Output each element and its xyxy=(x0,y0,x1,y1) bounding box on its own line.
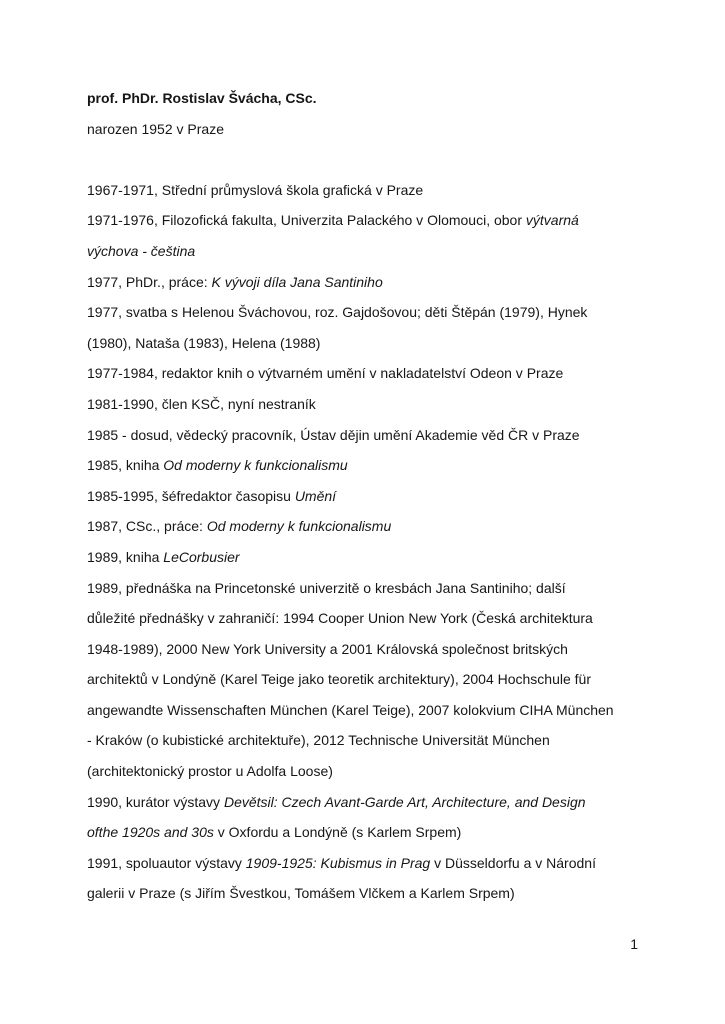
text-run: 1985-1995, šéfredaktor časopisu xyxy=(87,487,295,504)
text-line xyxy=(87,725,638,756)
text-run: 1989, přednáška na Princetonské univerzitě o kresbách Jana Santiniho; další xyxy=(87,579,566,596)
text-run: prof. PhDr. Rostislav Švácha, CSc. xyxy=(87,90,317,106)
text-run: výtvarná xyxy=(525,212,579,229)
text-run: Umění xyxy=(294,487,337,504)
text-line xyxy=(87,175,638,206)
text-line xyxy=(87,756,638,787)
text-line xyxy=(87,450,638,481)
text-run: (architektonický prostor u Adolfa Loose) xyxy=(87,763,333,780)
text-run: 1981-1990, člen KSČ, nyní nestraník xyxy=(87,395,316,412)
text-run: 1990, kurátor výstavy xyxy=(87,793,224,810)
text-run: architektů v Londýně (Karel Teige jako teoretik architektury), 2004 Hochschule für xyxy=(87,671,592,688)
text-line xyxy=(87,817,638,848)
text-run: K vývoji díla Jana Santiniho xyxy=(211,273,383,290)
text-line xyxy=(87,358,638,389)
blank-line xyxy=(87,144,638,175)
text-run: - Kraków (o kubistické architektuře), 2012 Technische Universität München xyxy=(87,732,550,749)
text-line xyxy=(87,634,638,665)
document-text-body xyxy=(87,83,638,909)
text-line xyxy=(87,83,638,114)
text-run: 1971-1976, Filozofická fakulta, Univerzita Palackého v Olomouci, obor xyxy=(87,212,526,229)
text-run: 1977-1984, redaktor knih o výtvarném umění v nakladatelství Odeon v Praze xyxy=(87,365,564,382)
text-run: LeCorbusier xyxy=(163,548,240,565)
text-line xyxy=(87,267,638,298)
text-run: galerii v Praze (s Jiřím Švestkou, Tomášem Vlčkem a Karlem Srpem) xyxy=(87,885,515,902)
text-line xyxy=(87,878,638,909)
text-line xyxy=(87,603,638,634)
text-line xyxy=(87,328,638,359)
text-run: 1977, svatba s Helenou Šváchovou, roz. Gajdošovou; děti Štěpán (1979), Hynek xyxy=(87,304,588,321)
text-run: 1977, PhDr., práce: xyxy=(87,273,212,290)
text-run: 1967-1971, Střední průmyslová škola grafická v Praze xyxy=(87,181,424,198)
text-run: v Düsseldorfu a v Národní xyxy=(430,854,596,871)
text-line xyxy=(87,664,638,695)
text-line xyxy=(87,420,638,451)
text-run: Od moderny k funkcionalismu xyxy=(163,457,348,474)
text-line xyxy=(87,297,638,328)
text-line xyxy=(87,481,638,512)
text-line xyxy=(87,236,638,267)
text-run: ofthe 1920s and 30s xyxy=(87,824,214,841)
text-run: narozen 1952 v Praze xyxy=(87,120,224,137)
text-run: 1985, kniha xyxy=(87,457,164,474)
text-run: Od moderny k funkcionalismu xyxy=(206,518,392,535)
text-run: 1909-1925: Kubismus in Prag xyxy=(245,854,431,871)
text-run: (1980), Nataša (1983), Helena (1988) xyxy=(87,334,321,351)
text-run: důležité přednášky v zahraničí: 1994 Cooper Union New York (Česká architektura xyxy=(87,610,593,627)
text-run: výchova - čeština xyxy=(87,242,196,259)
text-run: v Oxfordu a Londýně (s Karlem Srpem) xyxy=(213,824,462,841)
text-run: 1987, CSc., práce: xyxy=(87,518,207,535)
text-line xyxy=(87,389,638,420)
text-run: angewandte Wissenschaften München (Karel Teige), 2007 kolokvium CIHA München xyxy=(87,701,614,718)
text-run: 1989, kniha xyxy=(87,548,164,565)
text-line xyxy=(87,542,638,573)
text-line xyxy=(87,695,638,726)
text-line xyxy=(87,114,638,145)
text-run: 1985 - dosud, vědecký pracovník, Ústav dějin umění Akademie věd ČR v Praze xyxy=(87,426,580,443)
text-run: Devětsil: Czech Avant-Garde Art, Architecture, and Design xyxy=(223,793,586,810)
text-run: 1948-1989), 2000 New York University a 2001 Královská společnost britských xyxy=(87,640,568,657)
text-line xyxy=(87,787,638,818)
text-line xyxy=(87,573,638,604)
text-run: 1991, spoluautor výstavy xyxy=(87,854,246,871)
text-line xyxy=(87,205,638,236)
text-line xyxy=(87,848,638,879)
page-number: 1 xyxy=(630,936,638,953)
text-line xyxy=(87,511,638,542)
